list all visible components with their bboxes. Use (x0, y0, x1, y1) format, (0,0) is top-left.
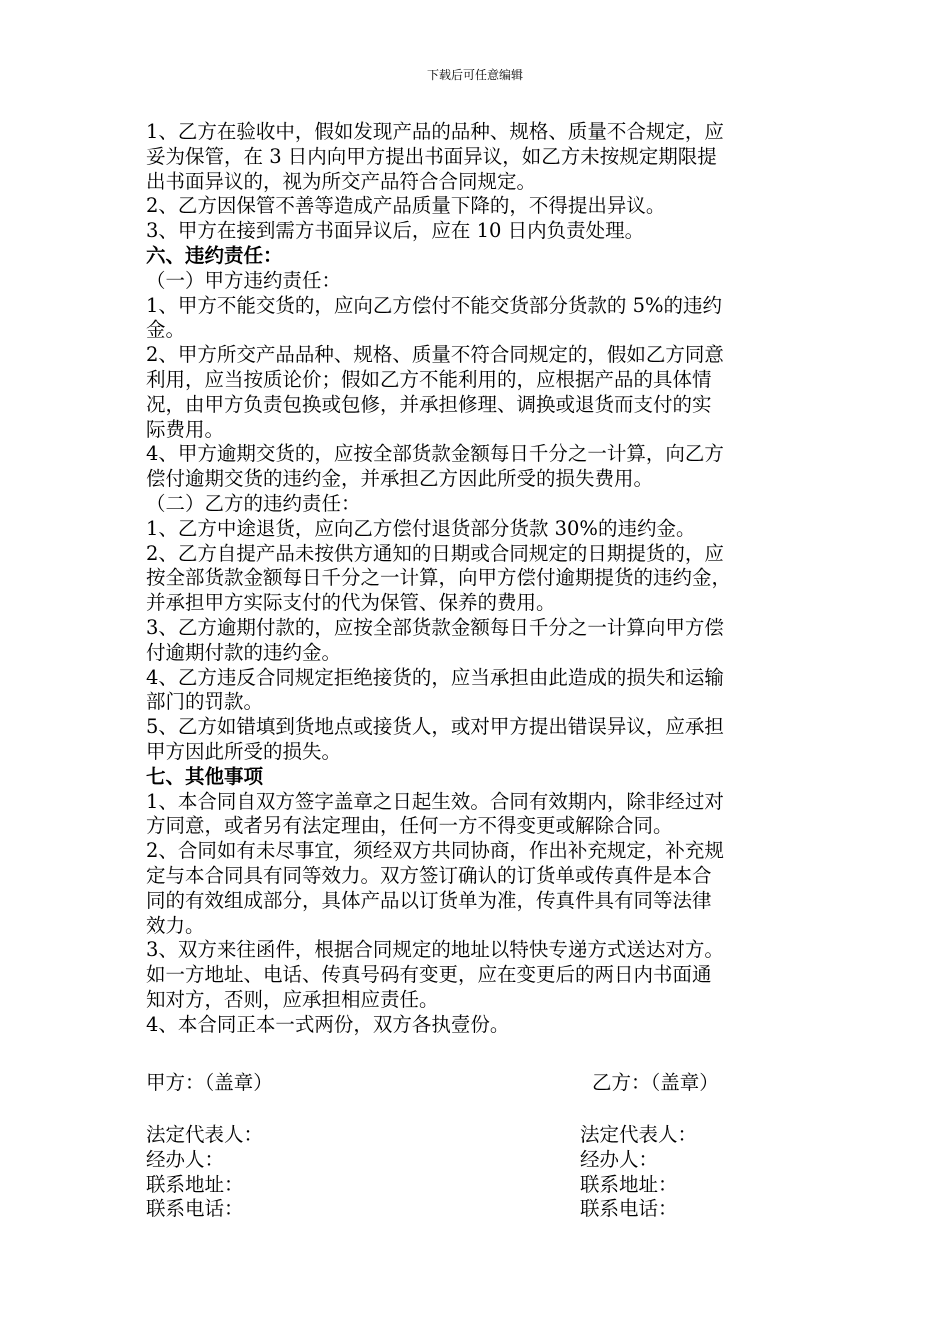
text-line: 2、乙方因保管不善等造成产品质量下降的，不得提出异议。 (146, 194, 666, 218)
text-line: （一）甲方违约责任： (146, 268, 342, 292)
party-a-field: 经办人： (146, 1147, 225, 1171)
text-line: 1、本合同自双方签字盖章之日起生效。合同有效期内，除非经过对 (146, 789, 724, 813)
text-line: 金。 (146, 318, 186, 342)
text-line: 定与本合同具有同等效力。双方签订确认的订货单或传真件是本合 (146, 863, 712, 887)
text-line: 2、乙方自提产品未按供方通知的日期或合同规定的日期提货的，应 (146, 541, 724, 565)
party-b-field: 联系地址： (580, 1172, 678, 1196)
text-line: 1、甲方不能交货的，应向乙方偿付不能交货部分货款的 5%的违约 (146, 293, 723, 317)
party-b-seal-label: 乙方：（盖章） (592, 1071, 719, 1094)
text-line: 并承担甲方实际支付的代为保管、保养的费用。 (146, 591, 556, 615)
text-line: 4、乙方违反合同规定拒绝接货的，应当承担由此造成的损失和运输 (146, 665, 724, 689)
text-line: 付逾期付款的违约金。 (146, 640, 342, 664)
signature-field-row (146, 1173, 816, 1198)
text-line: 偿付逾期交货的违约金，并承担乙方因此所受的损失费用。 (146, 467, 654, 491)
text-line: 效力。 (146, 913, 205, 937)
signature-fields (146, 1123, 816, 1222)
text-line: 4、本合同正本一式两份，双方各执壹份。 (146, 1012, 510, 1036)
party-a-field: 法定代表人： (146, 1123, 264, 1146)
text-line: 部门的罚款。 (146, 690, 264, 714)
text-line: 出书面异议的，视为所交产品符合合同规定。 (146, 169, 537, 193)
signature-field-row (146, 1123, 816, 1148)
text-line: 3、甲方在接到需方书面异议后，应在 10 日内负责处理。 (146, 219, 645, 243)
text-line: 甲方因此所受的损失。 (146, 739, 342, 763)
text-line: 4、甲方逾期交货的，应按全部货款金额每日千分之一计算，向乙方 (146, 442, 724, 466)
text-line: 方同意，或者另有法定理由，任何一方不得变更或解除合同。 (146, 814, 673, 838)
text-line: 3、双方来往函件，根据合同规定的地址以特快专递方式送达对方。 (146, 938, 724, 962)
text-line: 利用，应当按质论价；假如乙方不能利用的，应根据产品的具体情 (146, 367, 712, 391)
text-line: 2、合同如有未尽事宜，须经双方共同协商，作出补充规定，补充规 (146, 839, 724, 863)
party-a-seal-label: 甲方：（盖章） (146, 1071, 273, 1094)
text-line: 5、乙方如错填到货地点或接货人，或对甲方提出错误异议，应承担 (146, 715, 724, 739)
text-line: 1、乙方中途退货，应向乙方偿付退货部分货款 30%的违约金。 (146, 516, 696, 540)
contract-body (146, 120, 816, 1037)
party-b-field: 经办人： (580, 1147, 659, 1171)
text-line: 知对方，否则，应承担相应责任。 (146, 987, 439, 1011)
text-line: 际费用。 (146, 417, 225, 441)
signature-field-row (146, 1197, 816, 1222)
text-line: 3、乙方逾期付款的，应按全部货款金额每日千分之一计算向甲方偿 (146, 615, 724, 639)
text-line: 同的有效组成部分，具体产品以订货单为准，传真件具有同等法律 (146, 888, 712, 912)
text-line: 妥为保管，在 3 日内向甲方提出书面异议，如乙方未按规定期限提 (146, 144, 717, 168)
page-header: 下载后可任意编辑 (426, 68, 523, 82)
signature-field-row (146, 1148, 816, 1173)
party-a-field: 联系电话： (146, 1197, 244, 1221)
section-heading: 七、其他事项 (146, 764, 264, 788)
text-line: 按全部货款金额每日千分之一计算，向甲方偿付逾期提货的违约金， (146, 566, 732, 590)
section-heading: 六、违约责任： (146, 243, 283, 267)
text-line: （二）乙方的违约责任： (146, 491, 361, 515)
text-line: 1、乙方在验收中，假如发现产品的品种、规格、质量不合规定，应 (146, 120, 724, 143)
party-b-field: 联系电话： (580, 1197, 678, 1221)
text-line: 况，由甲方负责包换或包修，并承担修理、调换或退货而支付的实 (146, 392, 712, 416)
text-line: 如一方地址、电话、传真号码有变更，应在变更后的两日内书面通 (146, 963, 712, 987)
party-a-field: 联系地址： (146, 1172, 244, 1196)
party-b-field: 法定代表人： (580, 1123, 698, 1146)
text-line: 2、甲方所交产品品种、规格、质量不符合同规定的，假如乙方同意 (146, 343, 724, 367)
